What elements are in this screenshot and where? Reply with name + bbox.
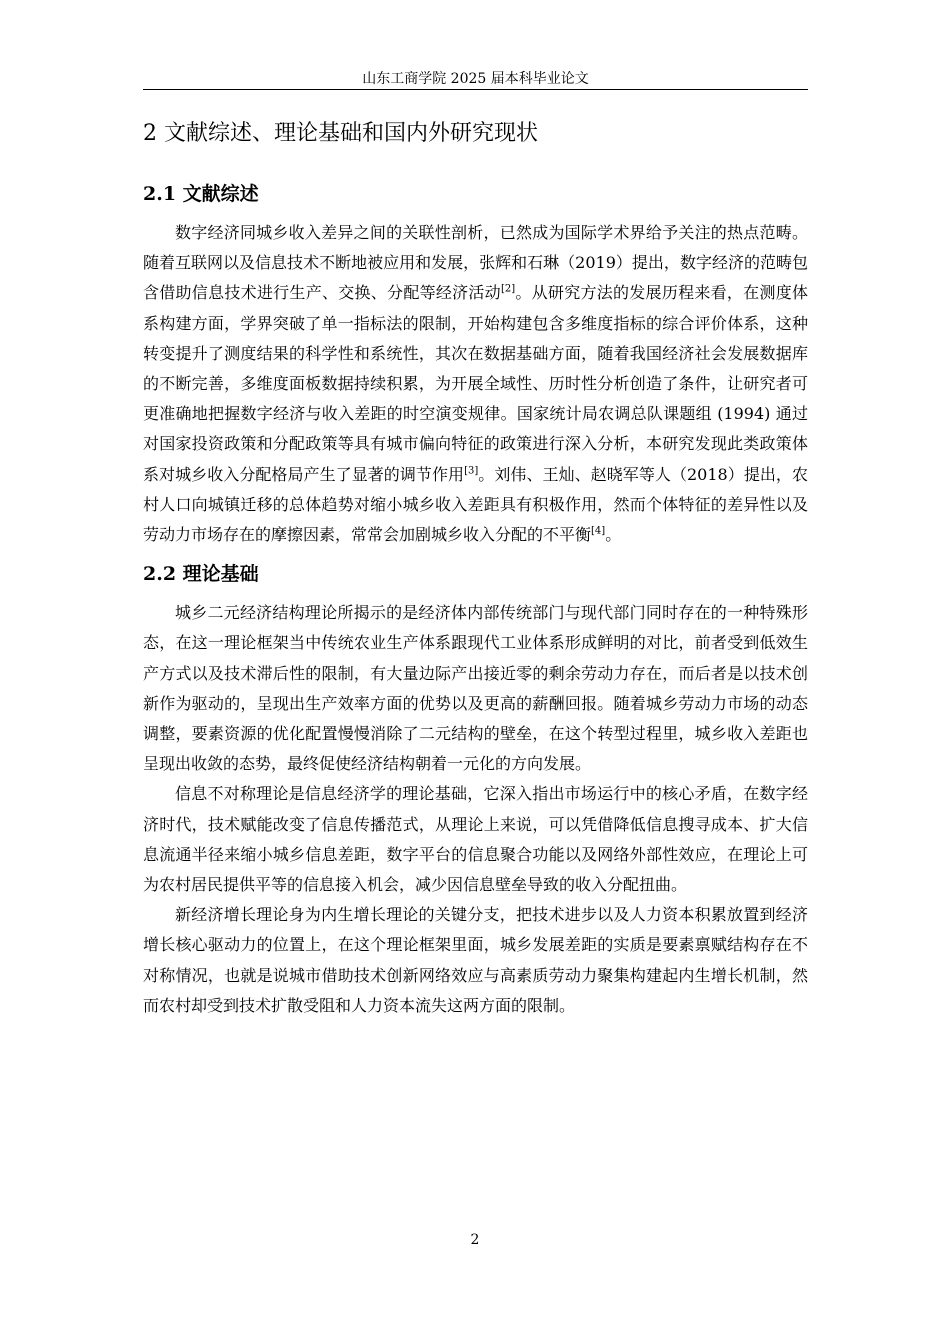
page-content: [143, 112, 808, 1021]
body-paragraph: 城乡二元经济结构理论所揭示的是经济体内部传统部门与现代部门同时存在的一种特殊形态，在这一理论框架当中传统农业生产体系跟现代工业体系形成鲜明的对比，前者受到低效生产方式以及技术滞后性的限制，有大量边际产出接近零的剩余劳动力存在，而后者是以技术创新作为驱动的，呈现出生产效率方面的优势以及更高的薪酬回报。随着城乡劳动力市场的动态调整，要素资源的优化配置慢慢消除了二元结构的壁垒，在这个转型过程里，城乡收入差距也呈现出收敛的态势，最终促使经济结构朝着一元化的方向发展。: [143, 603, 808, 774]
citation-ref: [3]: [464, 465, 479, 477]
chapter-title: 2 文献综述、理论基础和国内外研究现状: [143, 121, 538, 146]
sections-container: [143, 170, 808, 1021]
citation-ref: [2]: [500, 284, 516, 296]
body-paragraph: 数字经济同城乡收入差异之间的关联性剖析，已然成为国际学术界给予关注的热点范畴。随着互联网以及信息技术不断地被应用和发展，张辉和石琳（2019）提出，数字经济的范畴包含借助信息技术进行生产、交换、分配等经济活动[2]。从研究方法的发展历程来看，在测度体系构建方面，学界突破了单一指标法的限制，开始构建包含多维度指标的综合评价体系，这种转变提升了测度结果的科学性和系统性，其次在数据基础方面，随着我国经济社会发展数据库的不断完善，多维度面板数据持续积累，为开展全域性、历时性分析创造了条件，让研究者可更准确地把握数字经济与收入差距的时空演变规律。国家统计局农调总队课题组 (1994) 通过对国家投资政策和分配政策等具有城市偏向特征的政策进行深入分析，本研究发现此类政策体系对城乡收入分配格局产生了显著的调节作用[3]。刘伟、王灿、赵晓军等人（2018）提出，农村人口向城镇迁移的总体趋势对缩小城乡收入差距具有积极作用，然而个体特征的差异性以及劳动力市场存在的摩擦因素，常常会加剧城乡收入分配的不平衡[4]。: [143, 223, 808, 545]
page-number: 2: [470, 1232, 480, 1248]
citation-ref: [4]: [591, 525, 606, 537]
body-paragraph: 信息不对称理论是信息经济学的理论基础，它深入指出市场运行中的核心矛盾，在数字经济时代，技术赋能改变了信息传播范式，从理论上来说，可以凭借降低信息搜寻成本、扩大信息流通半径来缩小城乡信息差距，数字平台的信息聚合功能以及网络外部性效应，在理论上可为农村居民提供平等的信息接入机会，减少因信息壁垒导致的收入分配扭曲。: [143, 784, 808, 895]
running-header: 山东工商学院 2025 届本科毕业论文: [362, 71, 589, 87]
body-paragraph: 新经济增长理论身为内生增长理论的关键分支，把技术进步以及人力资本积累放置到经济增长核心驱动力的位置上，在这个理论框架里面，城乡发展差距的实质是要素禀赋结构存在不对称情况，也就是说城市借助技术创新网络效应与高素质劳动力聚集构建起内生增长机制，然而农村却受到技术扩散受阻和人力资本流失这两方面的限制。: [143, 905, 808, 1015]
header-rule: [143, 89, 808, 90]
section-heading: 2.2 理论基础: [143, 563, 259, 586]
section-heading: 2.1 文献综述: [143, 183, 259, 205]
